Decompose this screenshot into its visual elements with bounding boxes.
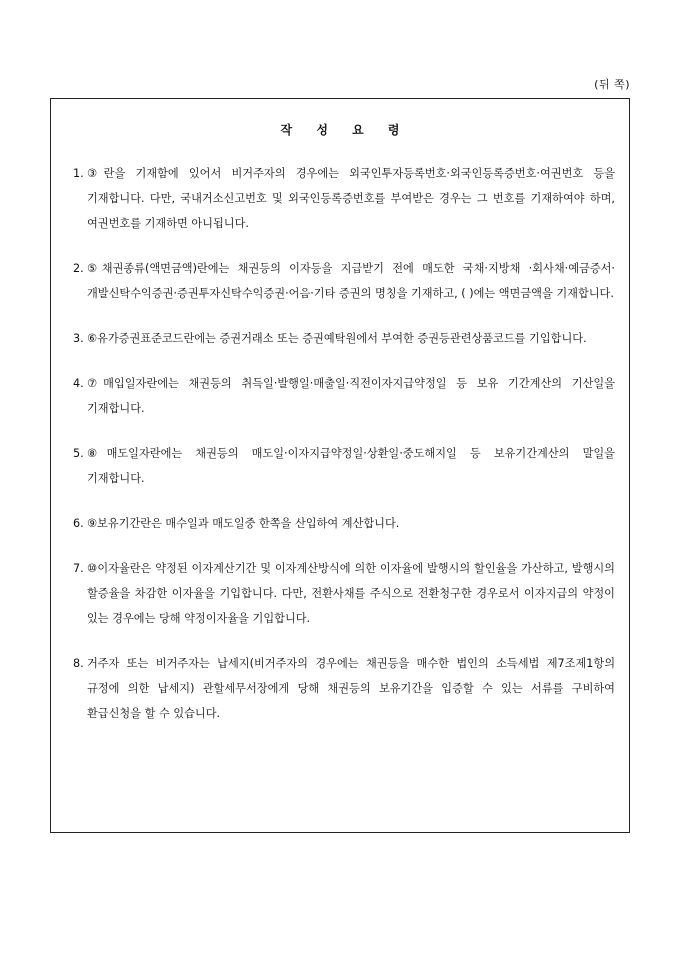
instruction-text: ⑦매입일자란에는 채권등의 취득일·발행일·매출일·직전이자지급약정일 등 보유 기간계산의 기산일을 기재합니다. <box>87 377 615 415</box>
instruction-item-2 <box>73 256 615 306</box>
instructions-box <box>50 98 630 833</box>
instruction-number: 3. <box>73 332 84 345</box>
instruction-number: 1. <box>73 167 84 180</box>
instruction-number: 4. <box>73 377 84 390</box>
instructions-title: 작 성 요 령 <box>280 123 410 137</box>
instruction-text: ⑥유가증권표준코드란에는 증권거래소 또는 증권예탁원에서 부여한 증권등관련상품코드를 기입합니다. <box>87 332 587 345</box>
page-side-note: (뒤 쪽) <box>594 78 630 91</box>
instruction-item-7 <box>73 556 615 631</box>
instruction-item-1 <box>73 161 615 236</box>
instruction-text: ⑨보유기간란은 매수일과 매도일중 한쪽을 산입하여 계산합니다. <box>87 517 400 530</box>
instruction-number: 2. <box>73 262 84 275</box>
instruction-item-3 <box>73 326 615 351</box>
instruction-text: 거주자 또는 비거주자는 납세지(비거주자의 경우에는 채권등을 매수한 법인의 소득세법 제7조제1항의 규정에 의한 납세지) 관할세무서장에게 당해 채권등의 보유기간을 입증할 수 있는 서류를 구비하여 환급신청을 할 수 있습니다. <box>87 657 615 720</box>
instruction-text: ⑧매도일자란에는 채권등의 매도일·이자지급약정일·상환일·중도해지일 등 보유기간계산의 말일을 기재합니다. <box>87 447 615 485</box>
instruction-item-5 <box>73 441 615 491</box>
instruction-number: 7. <box>73 562 84 575</box>
instruction-text: ⑩이자율란은 약정된 이자계산기간 및 이자계산방식에 의한 이자율에 발행시의 할인율을 가산하고, 발행시의 할증율을 차감한 이자율을 기입합니다. 다만, 전환사채를 주식으로 전환청구한 경우로서 이자지급의 약정이 있는 경우에는 당해 약정이자율을 기입합니다. <box>87 562 615 625</box>
instruction-text: ⑤채권종류(액면금액)란에는 채권등의 이자등을 지급받기 전에 매도한 국채·지방채 ·회사채·예금증서·개발신탁수익증권·증권투자신탁수익증권·어음·기타 증권의 명칭을 기재하고, ( )에는 액면금액을 기재합니다. <box>87 262 615 300</box>
instruction-number: 6. <box>73 517 84 530</box>
instructions-list <box>73 161 615 746</box>
instruction-item-6 <box>73 511 615 536</box>
instruction-number: 5. <box>73 447 84 460</box>
instruction-text: ③란을 기재함에 있어서 비거주자의 경우에는 외국인투자등록번호·외국인등록증번호·여권번호 등을 기재합니다. 다만, 국내거소신고번호 및 외국인등록증번호를 부여받은 경우는 그 번호를 기재하여야 하며, 여권번호를 기재하면 아니됩니다. <box>87 167 615 230</box>
instruction-item-8 <box>73 651 615 726</box>
instruction-item-4 <box>73 371 615 421</box>
instruction-number: 8. <box>73 657 84 670</box>
